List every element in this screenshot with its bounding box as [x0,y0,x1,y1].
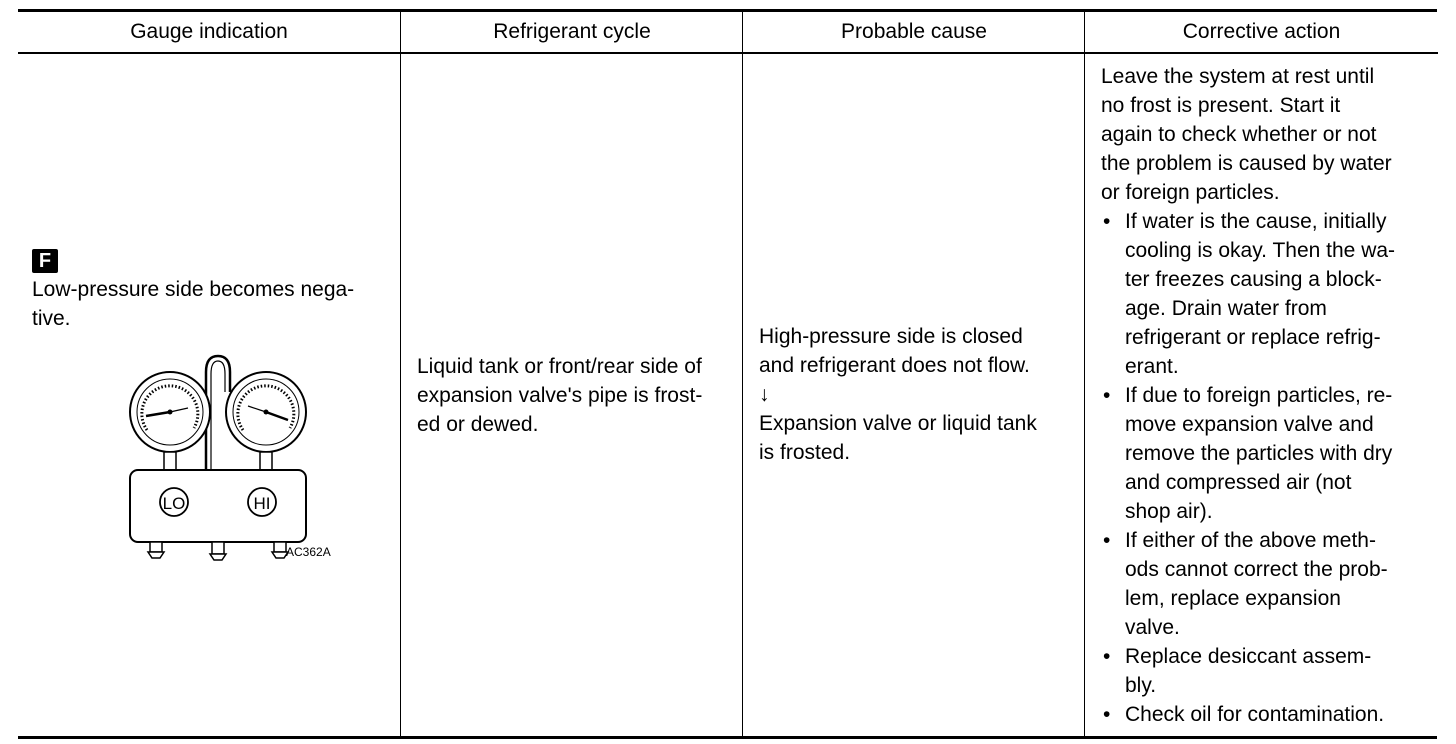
action-bullet-item [1101,700,1431,729]
bullet-line: lem, replace expansion [1125,587,1341,610]
action-intro-line: again to check whether or not [1101,123,1377,146]
probable-cause-column [742,12,1085,736]
action-bullet-item [1101,642,1431,700]
cause-line: is frosted. [759,441,851,464]
header-gauge-indication: Gauge indication [18,12,400,54]
cause-line: and refrigerant does not flow. [759,354,1030,377]
action-bullet-list [1101,207,1431,729]
action-intro-line: no frost is present. Start it [1101,94,1341,117]
action-bullet-item [1101,381,1431,526]
condition-badge: F [32,249,58,273]
cycle-line: ed or dewed. [417,413,539,436]
bullet-line: • If due to foreign particles, re- [1125,384,1393,407]
action-intro-line: or foreign particles. [1101,181,1280,204]
down-arrow-icon: ↓ [759,383,770,406]
bullet-line: • If water is the cause, initially [1125,210,1387,233]
probable-cause-cell [759,322,1081,467]
bullet-line: cooling is okay. Then the wa- [1125,239,1396,262]
action-bullet-item [1101,526,1431,642]
bullet-line: shop air). [1125,500,1213,523]
refrigerant-cycle-column [400,12,743,736]
bullet-line: move expansion valve and [1125,413,1374,436]
bullet-line: and compressed air (not [1125,471,1352,494]
manifold-gauge-illustration [118,342,338,562]
cause-line: Expansion valve or liquid tank [759,412,1037,435]
gauge-indication-cell [32,246,392,333]
bullet-line: • Check oil for contamination. [1125,703,1385,726]
bullet-line: age. Drain water from [1125,297,1327,320]
header-refrigerant-cycle: Refrigerant cycle [401,12,743,54]
header-corrective-action: Corrective action [1085,12,1438,54]
corrective-action-cell [1101,62,1431,729]
troubleshooting-table [18,9,1437,739]
cycle-line: expansion valve's pipe is frost- [417,384,703,407]
bullet-line: • Replace desiccant assem- [1125,645,1372,668]
corrective-action-column [1084,12,1438,736]
header-probable-cause: Probable cause [743,12,1085,54]
bullet-line: ter freezes causing a block- [1125,268,1382,291]
figure-code: AC362A [286,545,331,559]
action-intro-line: Leave the system at rest until [1101,65,1375,88]
bullet-line: valve. [1125,616,1180,639]
gauge-indication-text-line-2: tive. [32,307,71,330]
gauge-indication-column [18,12,400,736]
cycle-line: Liquid tank or front/rear side of [417,355,702,378]
bullet-line: • If either of the above meth- [1125,529,1376,552]
action-bullet-item [1101,207,1431,381]
cause-line: High-pressure side is closed [759,325,1023,348]
hi-label: HI [253,494,271,513]
bullet-line: erant. [1125,355,1179,378]
bullet-line: ods cannot correct the prob- [1125,558,1388,581]
lo-label: LO [162,494,186,513]
bullet-line: bly. [1125,674,1157,697]
bullet-line: remove the particles with dry [1125,442,1393,465]
refrigerant-cycle-cell [417,352,739,439]
bullet-line: refrigerant or replace refrig- [1125,326,1381,349]
gauge-indication-text-line-1: Low-pressure side becomes nega- [32,278,355,301]
action-intro-line: the problem is caused by water [1101,152,1392,175]
